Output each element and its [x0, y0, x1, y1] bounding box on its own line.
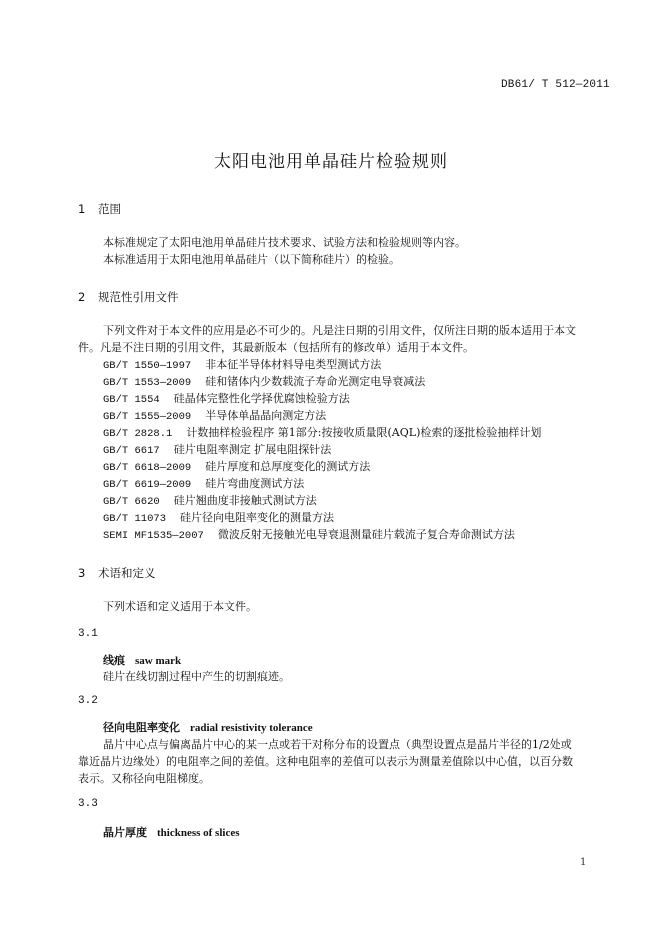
- reference-title: 硅片厚度和总厚度变化的测试方法: [205, 460, 371, 473]
- reference-code: GB/T 1555—2009: [103, 411, 192, 423]
- reference-code: GB/T 1553—2009: [103, 377, 192, 389]
- reference-item: [103, 441, 331, 457]
- section-number: 2: [78, 290, 86, 304]
- section-3-heading: [78, 565, 156, 581]
- section-title: 规范性引用文件: [98, 290, 179, 304]
- reference-item: [103, 458, 370, 474]
- section-title: 范围: [98, 202, 121, 216]
- reference-item: [103, 509, 334, 525]
- reference-code: GB/T 11073: [103, 513, 167, 525]
- reference-item: [103, 475, 304, 491]
- section-2-heading: [78, 289, 179, 305]
- reference-item: [103, 390, 350, 406]
- section-title: 术语和定义: [98, 566, 156, 580]
- subsection-number: 3.2: [78, 695, 98, 707]
- term-definition-line: 硅片在线切割过程中产生的切割痕迹。: [103, 670, 290, 683]
- reference-item: [103, 407, 326, 423]
- reference-item: [103, 492, 317, 508]
- scope-paragraph-1: 本标准规定了太阳电池用单晶硅片技术要求、试验方法和检验规则等内容。: [103, 236, 466, 249]
- reference-title: 硅晶体完整性化学择优腐蚀检验方法: [173, 392, 350, 405]
- normative-intro-line-2: 件。凡是不注日期的引用文件，其最新版本（包括所有的修改单）适用于本文件。: [78, 341, 474, 354]
- section-number: 3: [78, 566, 86, 580]
- reference-title: 硅片弯曲度测试方法: [205, 477, 305, 490]
- term-definition-line: 表示。又称径向电阻梯度。: [78, 772, 210, 785]
- reference-title: 非本征半导体材料导电类型测试方法: [205, 358, 382, 371]
- scope-paragraph-2: 本标准适用于太阳电池用单晶硅片（以下简称硅片）的检验。: [103, 253, 400, 266]
- reference-code: GB/T 1554: [103, 394, 160, 406]
- reference-title: 硅片径向电阻率变化的测量方法: [180, 511, 335, 524]
- reference-code: GB/T 1550—1997: [103, 360, 192, 372]
- reference-code: GB/T 2828.1: [103, 428, 173, 440]
- reference-title: 硅片电阻率测定 扩展电阻探针法: [173, 443, 332, 456]
- term-definition-line: 靠近晶片边缘处）的电阻率之间的差值。这种电阻率的差值可以表示为测量差值除以中心值，以百分数: [78, 755, 573, 768]
- reference-item: [103, 373, 425, 389]
- term-heading: [103, 824, 240, 840]
- term-heading: [103, 719, 313, 735]
- page-number: 1: [580, 857, 587, 868]
- reference-title: 微波反射无接触光电导衰退测量硅片载流子复合寿命测试方法: [217, 528, 515, 541]
- term-chinese: 径向电阻率变化: [103, 721, 180, 734]
- reference-title: 硅和锗体内少数载流子寿命光测定电导衰减法: [205, 375, 426, 388]
- reference-code: GB/T 6619—2009: [103, 479, 192, 491]
- reference-item: [103, 526, 515, 542]
- section-number: 1: [78, 202, 86, 216]
- term-english: thickness of slices: [157, 827, 240, 839]
- section-1-heading: [78, 201, 121, 217]
- term-chinese: 线痕: [103, 654, 125, 667]
- term-definition-line: 晶片中心点与偏离晶片中心的某一点或若干对称分布的设置点（典型设置点是晶片半径的1/2处或: [103, 738, 572, 751]
- standard-code: DB61/ T 512—2011: [501, 79, 610, 91]
- reference-title: 硅片翘曲度非接触式测试方法: [173, 494, 317, 507]
- reference-code: GB/T 6617: [103, 445, 160, 457]
- term-english: saw mark: [135, 655, 182, 667]
- term-english: radial resistivity tolerance: [190, 722, 313, 734]
- reference-title: 计数抽样检验程序 第1部分:按接收质量限(AQL)检索的逐批检验抽样计划: [186, 426, 542, 439]
- reference-item: [103, 424, 541, 440]
- subsection-number: 3.3: [78, 798, 98, 810]
- terms-intro: 下列术语和定义适用于本文件。: [103, 600, 257, 613]
- reference-code: SEMI MF1535—2007: [103, 530, 204, 542]
- subsection-number: 3.1: [78, 628, 98, 640]
- term-heading: [103, 652, 181, 668]
- normative-intro-line-1: 下列文件对于本文件的应用是必不可少的。凡是注日期的引用文件，仅所注日期的版本适用于本文: [103, 324, 576, 337]
- document-title: 太阳电池用单晶硅片检验规则: [214, 152, 448, 172]
- reference-code: GB/T 6618—2009: [103, 462, 192, 474]
- reference-code: GB/T 6620: [103, 496, 160, 508]
- reference-title: 半导体单晶晶向测定方法: [205, 409, 327, 422]
- reference-item: [103, 356, 381, 372]
- term-chinese: 晶片厚度: [103, 826, 147, 839]
